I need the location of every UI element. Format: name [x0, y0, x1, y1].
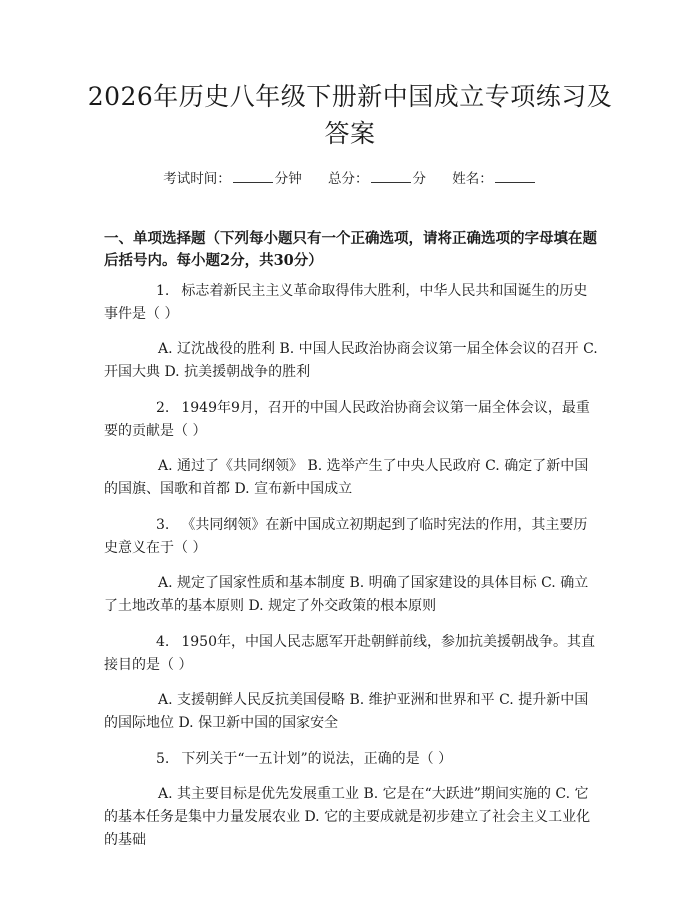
question-item	[104, 514, 600, 618]
question-number: 2.	[156, 400, 170, 416]
question-stem	[104, 631, 600, 677]
question-options: A. 其主要目标是优先发展重工业 B. 它是在“大跃进”期间实施的 C. 它的基本任务是集中力量发展农业 D. 它的主要成就是初步建立了社会主义工业化的基础	[104, 786, 591, 848]
question-options: A. 通过了《共同纲领》 B. 选举产生了中央人民政府 C. 确定了新中国的国旗、国歌和首都 D. 宣布新中国成立	[104, 458, 589, 497]
question-stem	[104, 280, 600, 326]
exam-time-unit: 分钟	[274, 171, 302, 187]
section-heading: 一、单项选择题（下列每小题只有一个正确选项，请将正确选项的字母填在题后括号内。每小题2分，共30分）	[104, 230, 597, 269]
exam-info-line	[0, 168, 700, 189]
total-score-field	[328, 168, 426, 189]
total-score-label: 总分：	[328, 171, 369, 187]
question-text: 下列关于“一五计划”的说法，正确的是（ ）	[181, 751, 453, 767]
exam-time-label: 考试时间：	[163, 171, 231, 187]
question-item	[104, 631, 600, 735]
total-score-blank	[371, 168, 411, 183]
total-score-unit: 分	[412, 171, 426, 187]
question-text: 《共同纲领》在新中国成立初期起到了临时宪法的作用，其主要历史意义在于（ ）	[104, 517, 588, 556]
question-text: 标志着新民主主义革命取得伟大胜利，中华人民共和国诞生的历史事件是（ ）	[104, 283, 588, 322]
question-options: A. 规定了国家性质和基本制度 B. 明确了国家建设的具体目标 C. 确立了土地改革的基本原则 D. 规定了外交政策的根本原则	[104, 575, 589, 614]
question-list	[104, 280, 600, 865]
exam-time-field	[163, 168, 302, 189]
question-text: 1950年，中国人民志愿军开赴朝鲜前线，参加抗美援朝战争。其直接目的是（ ）	[104, 634, 595, 673]
question-stem	[104, 514, 600, 560]
question-number: 1.	[156, 283, 170, 299]
page-title: 2026年历史八年级下册新中国成立专项练习及答案	[87, 82, 613, 148]
question-options: A. 辽沈战役的胜利 B. 中国人民政治协商会议第一届全体会议的召开 C. 开国大典 D. 抗美援朝战争的胜利	[104, 341, 598, 380]
question-stem	[104, 748, 600, 771]
question-number: 3.	[156, 517, 170, 533]
exam-time-blank	[233, 168, 273, 183]
question-number: 5.	[156, 751, 170, 767]
question-stem	[104, 397, 600, 443]
question-item	[104, 748, 600, 852]
question-item	[104, 280, 600, 384]
question-item	[104, 397, 600, 501]
student-name-field	[452, 168, 537, 189]
question-number: 4.	[156, 634, 170, 650]
question-text: 1949年9月，召开的中国人民政治协商会议第一届全体会议，最重要的贡献是（ ）	[104, 400, 590, 439]
student-name-label: 姓名：	[452, 171, 493, 187]
question-options: A. 支援朝鲜人民反抗美国侵略 B. 维护亚洲和世界和平 C. 提升新中国的国际地位 D. 保卫新中国的国家安全	[104, 692, 589, 731]
student-name-blank	[495, 168, 535, 183]
